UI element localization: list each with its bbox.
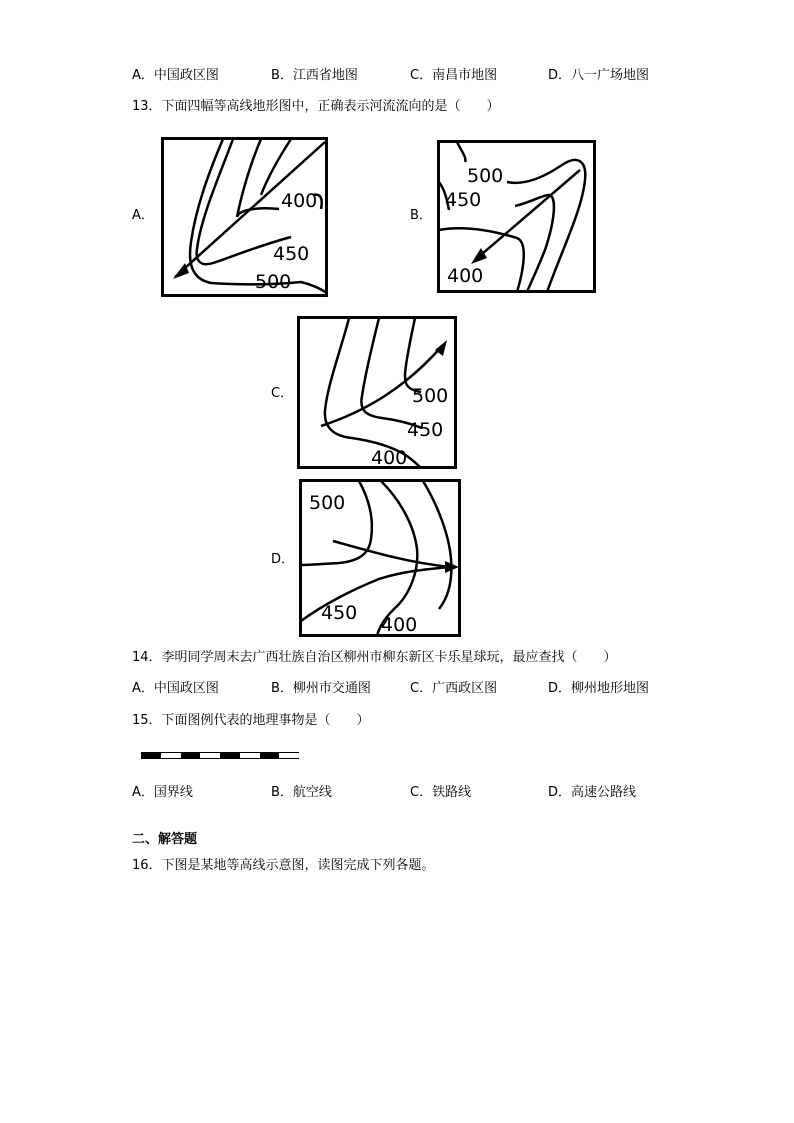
q16-stem: 16．下图是某地等高线示意图，读图完成下列各题。 <box>132 858 435 873</box>
contour-label-b1: 500 <box>467 165 504 187</box>
q14-option-a[interactable]: A．中国政区图 <box>132 681 219 696</box>
railway-legend-symbol <box>141 752 299 759</box>
contour-label-d1: 500 <box>309 492 346 514</box>
q12-option-b[interactable]: B．江西省地图 <box>271 68 358 83</box>
contour-map-b <box>437 140 596 293</box>
q13-label-c[interactable]: C． <box>271 386 294 401</box>
legend-segment <box>161 752 181 759</box>
q12-option-d[interactable]: D．八一广场地图 <box>548 68 650 83</box>
legend-segment <box>141 752 161 759</box>
legend-segment <box>240 752 260 759</box>
contour-map-d <box>299 479 461 637</box>
contour-label-a1: 400 <box>281 190 318 212</box>
q14-option-b[interactable]: B．柳州市交通图 <box>271 681 371 696</box>
contour-label-c2: 450 <box>407 419 444 441</box>
q14-option-d[interactable]: D．柳州地形地图 <box>548 681 650 696</box>
q15-option-a[interactable]: A．国界线 <box>132 785 193 800</box>
contour-map-a <box>161 137 328 297</box>
contour-label-b3: 400 <box>447 265 484 287</box>
section-title: 二、解答题 <box>132 832 198 847</box>
q13-label-b[interactable]: B． <box>410 208 432 223</box>
contour-label-c1: 500 <box>412 385 449 407</box>
legend-segment <box>260 752 280 759</box>
q14-option-c[interactable]: C．广西政区图 <box>410 681 498 696</box>
legend-segment <box>279 752 299 759</box>
legend-segment <box>181 752 201 759</box>
contour-label-a3: 500 <box>255 271 292 293</box>
contour-label-c3: 400 <box>371 447 408 469</box>
contour-label-d2: 450 <box>321 602 358 624</box>
contour-map-c <box>297 316 457 469</box>
q15-stem: 15．下面图例代表的地理事物是（ ） <box>132 713 370 728</box>
q13-label-a[interactable]: A． <box>132 208 154 223</box>
q14-stem: 14．李明同学周末去广西壮族自治区柳州市柳东新区卡乐星球玩，最应查找（ ） <box>132 650 617 665</box>
contour-label-d3: 400 <box>381 614 418 636</box>
q15-option-b[interactable]: B．航空线 <box>271 785 332 800</box>
q12-option-a[interactable]: A．中国政区图 <box>132 68 219 83</box>
q13-label-d[interactable]: D． <box>271 552 295 567</box>
q15-option-d[interactable]: D．高速公路线 <box>548 785 637 800</box>
q12-option-c[interactable]: C．南昌市地图 <box>410 68 498 83</box>
legend-segment <box>220 752 240 759</box>
contour-label-a2: 450 <box>273 243 310 265</box>
contour-label-b2: 450 <box>445 189 482 211</box>
q13-stem: 13．下面四幅等高线地形图中，正确表示河流流向的是（ ） <box>132 99 500 114</box>
q15-option-c[interactable]: C．铁路线 <box>410 785 472 800</box>
legend-segment <box>200 752 220 759</box>
